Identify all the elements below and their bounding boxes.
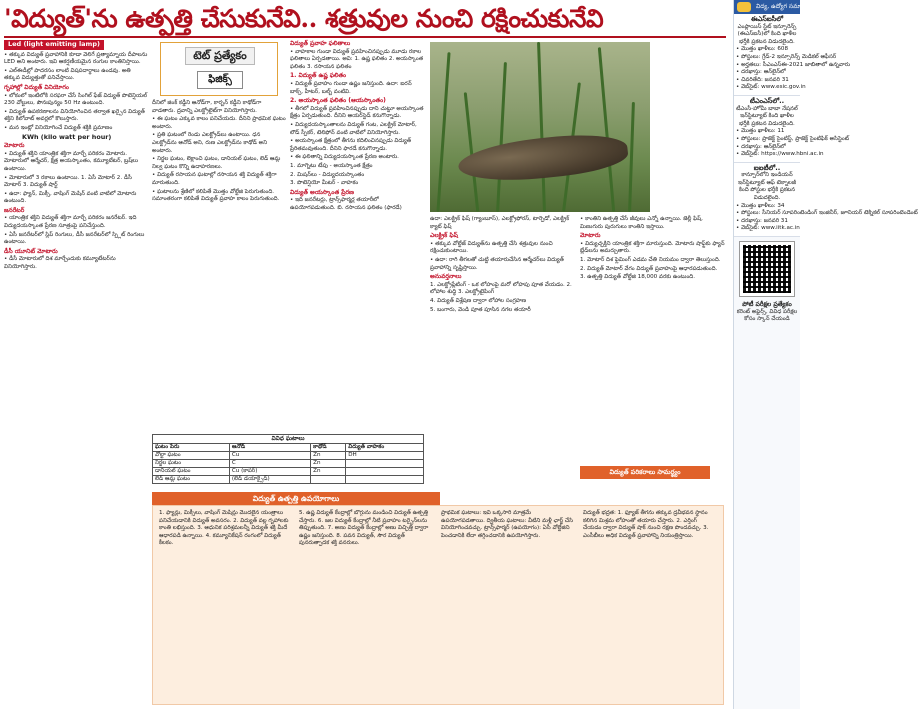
- sidebar-title: విద్య, ఉద్యోగ సమాచారం: [756, 3, 815, 10]
- column-3: [290, 40, 426, 432]
- card-item: • పోస్టులు: గ్రేడ్-2 ఇన్సూరెన్స్ మెడికల్ ఆఫీసర్: [736, 54, 798, 62]
- col5-paragraph: • విద్యుచ్ఛక్తిని యాంత్రిక శక్తిగా మారుస్తుంది. మోటారు షాఫ్ట్‌కు ఫ్యాన్ బ్లేడ్‌లను అమర్చుతారు.: [580, 241, 726, 256]
- col1-subheading: గృహాల్లో విద్యుత్ వినియోగం: [4, 83, 69, 91]
- tet-special-box: [160, 42, 278, 96]
- power-capacity-banner: విద్యుత్ పరికరాలు సామర్థ్యం: [580, 466, 710, 479]
- col3-paragraph: • తీగలో విద్యుత్ ప్రవహించినప్పుడు దాని చుట్టూ అయస్కాంత క్షేత్రం ఏర్పడుతుంది. దీనిని ఆయర్‌స్టెడ్ కనుగొన్నాడు.: [290, 106, 426, 121]
- table-cell: [346, 460, 424, 468]
- table-row: [153, 460, 424, 468]
- card-item: • పోస్టులు: ప్రాజెక్ట్ సైంటిస్ట్, ప్రాజెక్ట్ సైంటిఫిక్ అసిస్టెంట్: [736, 136, 798, 144]
- card-summary: టీఎంసీ-హోమీ బాబా నేషనల్ ఇన్‌స్టిట్యూట్ కింది ఖాళీల భర్తీకి ప్రకటన విడుదలైంది.: [736, 105, 798, 127]
- col1-paragraph: • తక్కువ విద్యుత్ ప్రవాహానికి కూడా వెలిగే ప్రత్యామ్నాయ దీపాలను LED అని అంటారు. ఇవి ఆకర్షణీయమైన రంగుల కాంతినిస్తాయి.: [4, 52, 148, 67]
- col3-subheading: విద్యుత్ ప్రవాహ ఫలితాలు: [290, 40, 351, 47]
- col4-paragraph: 4. విద్యుత్ విశ్లేషణ ద్వారా లోహాల సంగ్రహణ: [430, 297, 527, 304]
- col2-paragraph: • విద్యుత్ రసాయన ఘటాల్లో రసాయన శక్తి విద్యుత్ శక్తిగా మారుతుంది.: [152, 172, 286, 187]
- table-row: [153, 452, 424, 460]
- table-cell: C: [229, 460, 310, 468]
- col2-paragraph: • ఈ ఘటం ఎక్కువ కాలం పనిచేయదు. దీనిని ప్రాథమిక ఘటం అంటారు.: [152, 116, 286, 131]
- sidebar-header: [734, 0, 815, 14]
- uses-section-title: విద్యుత్ ఉత్పత్తి ఉపయోగాలు: [152, 492, 440, 505]
- col2-paragraph: • ప్రతి ఘటంలో రెండు ఎలక్ట్రోడ్‌లు ఉంటాయి. ధన ఎలక్ట్రోడ్‌ను ఆనోడ్ అని, రుణ ఎలక్ట్రోడ్‌ను కాథోడ్ అని అంటారు.: [152, 132, 286, 155]
- table-header: కాథోడ్: [311, 444, 346, 452]
- col3-paragraph: • వాహకాల గుండా విద్యుత్ ప్రవహించినప్పుడు మూడు రకాల ఫలితాలు ఏర్పడతాయి. అవి: 1. ఉష్ణ ఫలితం 2. అయస్కాంత ఫలితం 3. రసాయన ఫలితం: [290, 49, 426, 72]
- card-item: • మొత్తం ఖాళీలు: 608: [736, 46, 798, 54]
- col3-paragraph: • ఈ ఫలితాన్ని విద్యుదయస్కాంత ప్రేరణ అంటారు.: [290, 154, 426, 162]
- col3-list-item: 2. మిషన్‌లు - విద్యుదయస్కాంతం: [290, 171, 365, 178]
- col5-paragraph: 1. మోటార్ దిశ ఫ్లెమింగ్ ఎడమ చేతి నియమం ద్వారా తెలుస్తుంది.: [580, 256, 721, 263]
- cells-table: [152, 434, 424, 489]
- book-logo-icon: [737, 2, 751, 12]
- jobs-sidebar: [733, 0, 918, 709]
- table-header: ఆనోడ్: [229, 444, 310, 452]
- col4-paragraph: 1. ఎలక్ట్రోప్లేటింగ్ - ఒక లోహంపై మరో లోహపు పూత వేయడం. 2. లోహాల శుద్ధి 3. ఎలక్ట్రోటైపింగ్: [430, 281, 572, 296]
- card-item: • దరఖాస్తు: ఆన్‌లైన్‌లో: [736, 69, 798, 77]
- qr-caption: పోటీ పరీక్షల ప్రత్యేకం: [742, 301, 792, 309]
- table-header: విద్యుత్ వాహకం: [346, 444, 424, 452]
- col1-paragraph: • డీసీ మోటారులో దిశ మార్చేందుకు కమ్యూటేటర్‌ను వినియోగిస్తారు.: [4, 256, 148, 271]
- table-header-row: [153, 444, 424, 452]
- uses-column-b: 5. ఉష్ణ విద్యుత్ కేంద్రాల్లో బొగ్గును మండించి విద్యుత్ ఉత్పత్తి చేస్తారు. 6. జల విద్యుత్ కేంద్రాల్లో నీటి ప్రవాహం టర్బైన్‌లను తిప్పుతుంది. 7. అణు విద్యుత్ కేంద్రాల్లో అణు విచ్ఛిత్తి ద్వారా ఉష్ణం జనిస్తుంది. 8. పవన విద్యుత్, సౌర విద్యుత్ పునరుత్పాదక శక్తి వనరులు.: [299, 510, 429, 547]
- card-item: • వెబ్‌సైట్: www.iitk.ac.in: [736, 225, 798, 233]
- table-header: ఘటం పేరు: [153, 444, 230, 452]
- col2-paragraph: • నిర్జల ఘటం, లెక్లాంచి ఘటం, డానియల్ ఘటం, లెడ్ ఆమ్ల నిల్వ ఘటం కొన్ని ఉదాహరణలు.: [152, 156, 286, 171]
- col4-paragraph: • ఉదా: రాగి తీగలతో చుట్టి తయారుచేసిన ఆర్మేచర్‌లు విద్యుత్ ప్రవాహాన్ని సృష్టిస్తాయి.: [430, 257, 576, 272]
- card-title: ఈఎస్ఐసీలో: [750, 15, 784, 23]
- col3-list-item: 3. పొటెన్షియో మీటర్ - వాహకం: [290, 180, 359, 187]
- col1-subheading: జనరేటర్: [4, 206, 25, 214]
- table-cell: వోల్టా ఘటం: [153, 452, 230, 460]
- card-item: • వెబ్‌సైట్: www.esic.gov.in: [736, 84, 798, 92]
- col2-paragraph: దీనిలో జింక్ కడ్డీని ఆనోడ్‌గా, కార్బన్ కడ్డీని కాథోడ్‌గా వాడతారు. ద్రవాన్ని ఎలక్ట్రోలైట్‌గా వినియోగిస్తారు.: [152, 100, 262, 114]
- uses-section-box: [152, 505, 724, 705]
- electric-fish-photo: [430, 42, 650, 212]
- col4-paragraph: • తక్కువ వోల్టేజ్ విద్యుత్‌ను ఉత్పత్తి చేసి శత్రువుల నుంచి రక్షించుకుంటాయి.: [430, 241, 576, 256]
- column-1: [4, 40, 148, 706]
- col1-paragraph: • యాంత్రిక శక్తిని విద్యుత్ శక్తిగా మార్చే పరికరం జనరేటర్. ఇది విద్యుదయస్కాంత ప్రేరణ సూత్రంపై పనిచేస్తుంది.: [4, 215, 148, 230]
- card-item: • వెబ్‌సైట్: https://www.hbni.ac.in: [736, 151, 798, 159]
- col5-paragraph: 3. ఉత్పత్తి విద్యుత్ వోల్టేజి 18,000 వరకు ఉంటుంది.: [580, 274, 696, 281]
- col3-subheading: విద్యుత్ అయస్కాంత ప్రేరణ: [290, 188, 355, 196]
- column-2: [152, 100, 286, 430]
- col5-subheading: మోటారు: [580, 232, 601, 240]
- col4-subheading: అనువర్తనాలు: [430, 273, 462, 281]
- card-summary: కాన్పూర్‌లోని ఇండియన్ ఇన్‌స్టిట్యూట్ ఆఫ్ టెక్నాలజీ కింది పోస్టుల భర్తీకి ప్రకటన విడుదలైంది.: [738, 172, 796, 202]
- col1-paragraph: • ఎల్ఈడీల్లో పాదరసం లాంటి విషపదార్థాలు ఉండవు. అతి తక్కువ విద్యుత్తుతో పనిచేస్తాయి.: [4, 68, 148, 83]
- sidebar-card-iit[interactable]: [734, 163, 918, 237]
- col3-paragraph: • ఇది జనరేటర్లు, ట్రాన్స్‌ఫార్మర్ల తయారీలో ఉపయోగపడుతుంది. బి. రసాయన ఫలితం (ఫారడే): [290, 197, 426, 212]
- uses-column-d: విద్యుత్ భద్రత: 1. ఫ్యూజ్ తీగను తక్కువ ద్రవీభవన స్థానం కలిగిన మిశ్రమ లోహంతో తయారు చేస్తారు. 2. ఎర్తింగ్ చేయడం ద్వారా విద్యుత్ షాక్ నుంచి రక్షణ పొందవచ్చు. 3. ఎంసీబీలు అధిక విద్యుత్ ప్రవాహాన్ని నియంత్రిస్తాయి.: [583, 510, 709, 539]
- card-item: • అర్హతలు: సీఎంఎస్ఈ-2021 జాబితాలో ఉన్నవారు: [736, 62, 798, 70]
- kwh-unit: KWh (kilo watt per hour): [22, 132, 112, 141]
- card-item: • మొత్తం ఖాళీలు: 11: [736, 128, 798, 136]
- sidebar-card-tms[interactable]: [734, 96, 850, 163]
- table-cell: లెడ్ ఆమ్ల ఘటం: [153, 476, 230, 484]
- col1-paragraph: • ఏసీ జనరేటర్‌లో స్లిప్ రింగులు, డీసీ జనరేటర్‌లో స్ప్లిట్ రింగులు ఉంటాయి.: [4, 232, 148, 247]
- col1-paragraph: • ఉదా: ఫ్యాన్, మిక్సీ, వాషింగ్ మెషిన్ వంటి వాటిలో మోటారు ఉంటుంది.: [4, 191, 148, 206]
- table-cell: (లెడ్ డయాక్సైడ్): [229, 476, 310, 484]
- col5-paragraph: 2. విద్యుత్ మోటార్ వేగం విద్యుత్ ప్రవాహంపై ఆధారపడుతుంది.: [580, 265, 718, 272]
- col1-subheading: మోటారు: [4, 142, 25, 150]
- table-cell: Zn: [311, 452, 346, 460]
- col1-paragraph: • విద్యుత్ ఉపకరణాలను వినియోగించిన తర్వాత ఖర్చైన విద్యుత్ శక్తిని కిలోవాట్ అవర్లలో కొలుస్తారు.: [4, 109, 148, 124]
- col4-subheading: ఎలక్ట్రిక్ ఫిష్: [430, 232, 458, 240]
- col1-paragraph: • మోటారులో 3 రకాలు ఉంటాయి. 1. ఏసీ మోటార్ 2. డీసీ మోటార్ 3. విద్యుత్ షార్ట్: [4, 175, 148, 190]
- col3-subheading: 1. విద్యుత్ ఉష్ణ ఫలితం: [290, 72, 347, 80]
- col2-paragraph: • ఘటాలను శ్రేణిలో కలిపితే మొత్తం వోల్టేజి పెరుగుతుంది. సమాంతరంగా కలిపితే విద్యుత్ ప్రవాహ కాలం పెరుగుతుంది.: [152, 189, 286, 204]
- led-heading: Led (light emitting lamp): [4, 40, 104, 50]
- table-cell: Cu: [229, 452, 310, 460]
- card-item: • దరఖాస్తు: జనవరి 31: [736, 218, 798, 226]
- table-row: [153, 468, 424, 476]
- col1-paragraph: • విద్యుత్ శక్తిని యాంత్రిక శక్తిగా మార్చే పరికరం మోటారు. మోటారులో ఆర్మేచర్, క్షేత్ర అయస్కాంతం, కమ్యూటేటర్, బ్రష్‌లు ఉంటాయి.: [4, 151, 148, 174]
- table-cell: Zn: [311, 468, 346, 476]
- card-item: • పోస్టులు: సీనియర్ సూపరింటెండింగ్ ఇంజినీర్, జూనియర్ టెక్నికల్ సూపరింటెండెంట్: [736, 210, 798, 218]
- column-4: [430, 216, 576, 488]
- uses-column-c: ప్రాథమిక ఘటాలు: ఇవి ఒక్కసారి మాత్రమే ఉపయోగపడతాయి. ద్వితీయ ఘటాలు: వీటిని మళ్లీ ఛార్జ్ చేసి వినియోగించవచ్చు. ట్రాన్స్‌ఫార్మర్ (ఉపయోగం): ఏసీ వోల్టేజిని పెంచడానికి లేదా తగ్గించడానికి ఉపయోగిస్తారు.: [441, 510, 574, 539]
- card-item: • చివరితేది: జనవరి 31: [736, 77, 798, 85]
- table-cell: Cu (కాపర్): [229, 468, 310, 476]
- table-caption: వివిధ ఘటాలు: [152, 434, 424, 443]
- card-summary: ఎంప్లాయిస్ స్టేట్ ఇన్సూరెన్స్ (ఈఎస్ఐసీ)లో కింది ఖాళీల భర్తీకి ప్రకటన విడుదలైంది.: [737, 23, 797, 45]
- headline-rule: [4, 36, 726, 38]
- card-item: • మొత్తం ఖాళీలు: 34: [736, 203, 798, 211]
- qr-note: కరెంట్ అఫైర్స్, వివిధ పరీక్షల కోసం స్కాన్ చేయండి: [736, 308, 798, 323]
- col5-paragraph: • కాంతిని ఉత్పత్తి చేసే జీవులు ఎన్నో ఉన్నాయి. జెల్లీ ఫిష్, మిణుగురు పురుగులు కాంతిని ఇస్తాయి.: [580, 216, 726, 231]
- table-cell: డానియల్ ఘటం: [153, 468, 230, 476]
- column-5: [580, 216, 726, 462]
- col3-paragraph: • విద్యుదయస్కాంతాలను విద్యుత్ గంట, ఎలక్ట్రిక్ మోటార్, లౌడ్ స్పీకర్, టెలిఫోన్ వంటి వాటిలో వినియోగిస్తారు.: [290, 122, 426, 137]
- tet-subject: ఫిజిక్స్: [197, 71, 243, 89]
- card-item: • దరఖాస్తు: ఆన్‌లైన్‌లో: [736, 144, 798, 152]
- col3-subheading: 2. అయస్కాంత ఫలితం (ఆయస్కాంతం): [290, 97, 386, 105]
- sidebar-card-esic[interactable]: [734, 14, 851, 96]
- table-cell: Zn: [311, 460, 346, 468]
- table-cell: [346, 468, 424, 476]
- col3-list-item: 1. మాగ్నెటు టేపు - అయస్కాంత క్షేత్రం: [290, 162, 373, 169]
- tet-title: టెట్ ప్రత్యేకం: [185, 47, 255, 65]
- qr-code[interactable]: [740, 242, 794, 296]
- col3-paragraph: • అయస్కాంత క్షేత్రంలో తీగను కదిలించినప్పుడు విద్యుత్ ప్రేరితమవుతుంది. దీనిని ఫారడే కనుగొన్నాడు.: [290, 138, 426, 153]
- col1-paragraph: • మన ఇంట్లో వినియోగించే విద్యుత్ శక్తికి ప్రమాణం: [4, 125, 148, 133]
- col1-subheading: డీసీ యూనిట్ మోటారు: [4, 247, 58, 255]
- headline: 'విద్యుత్'ను ఉత్పత్తి చేసుకునేవి.. శత్రువుల నుంచి రక్షించుకునేవి: [4, 4, 604, 33]
- uses-column-a: 1. ఫ్యాన్లు, మిక్సీలు, వాషింగ్ మెషిన్లు మొదలైన యంత్రాలు పనిచేయడానికి విద్యుత్ అవసరం. 2. విద్యుత్ వల్ల గృహాలకు కాంతి లభిస్తుంది. 3. ఆధునిక పరిశ్రమలన్నీ విద్యుత్ శక్తి మీదే ఆధారపడి ఉన్నాయి. 4. కమ్యూనికేషన్ రంగంలో విద్యుత్ కీలకం.: [159, 510, 289, 547]
- table-row: [153, 476, 424, 484]
- card-title: టీఎంఎస్‌లో..: [749, 96, 785, 105]
- table-cell: DH: [346, 452, 424, 460]
- table-cell: [311, 476, 346, 484]
- col4-paragraph: 5. బంగారు, వెండి పూత పూసిన నగల తయారీ: [430, 306, 531, 313]
- table-cell: నిర్జల ఘటం: [153, 460, 230, 468]
- table-cell: [346, 476, 424, 484]
- col4-paragraph: ఉదా: ఎలక్ట్రిక్ ఫిష్ (గ్యాంబూస్), ఎలక్ట్రోఫోరస్, టార్పెడో, ఎలక్ట్రిక్ క్యాట్ ఫిష్: [430, 216, 570, 230]
- card-title: ఐఐటీలో..: [753, 163, 781, 172]
- col3-paragraph: • విద్యుత్ ప్రవాహం గుండా ఉష్ణం జనిస్తుంది. ఉదా: ఐరన్ బాక్స్, హీటర్, బల్బ్ వంటివి.: [290, 81, 426, 96]
- col1-paragraph: • లోకంలో ఇంటిలోకి సరఫరా చేసే సింగిల్ ఫేజ్ విద్యుత్ పొటెన్షియల్ 230 వోల్టులు, పౌనఃపున్యం 50 Hz ఉంటుంది.: [4, 93, 148, 108]
